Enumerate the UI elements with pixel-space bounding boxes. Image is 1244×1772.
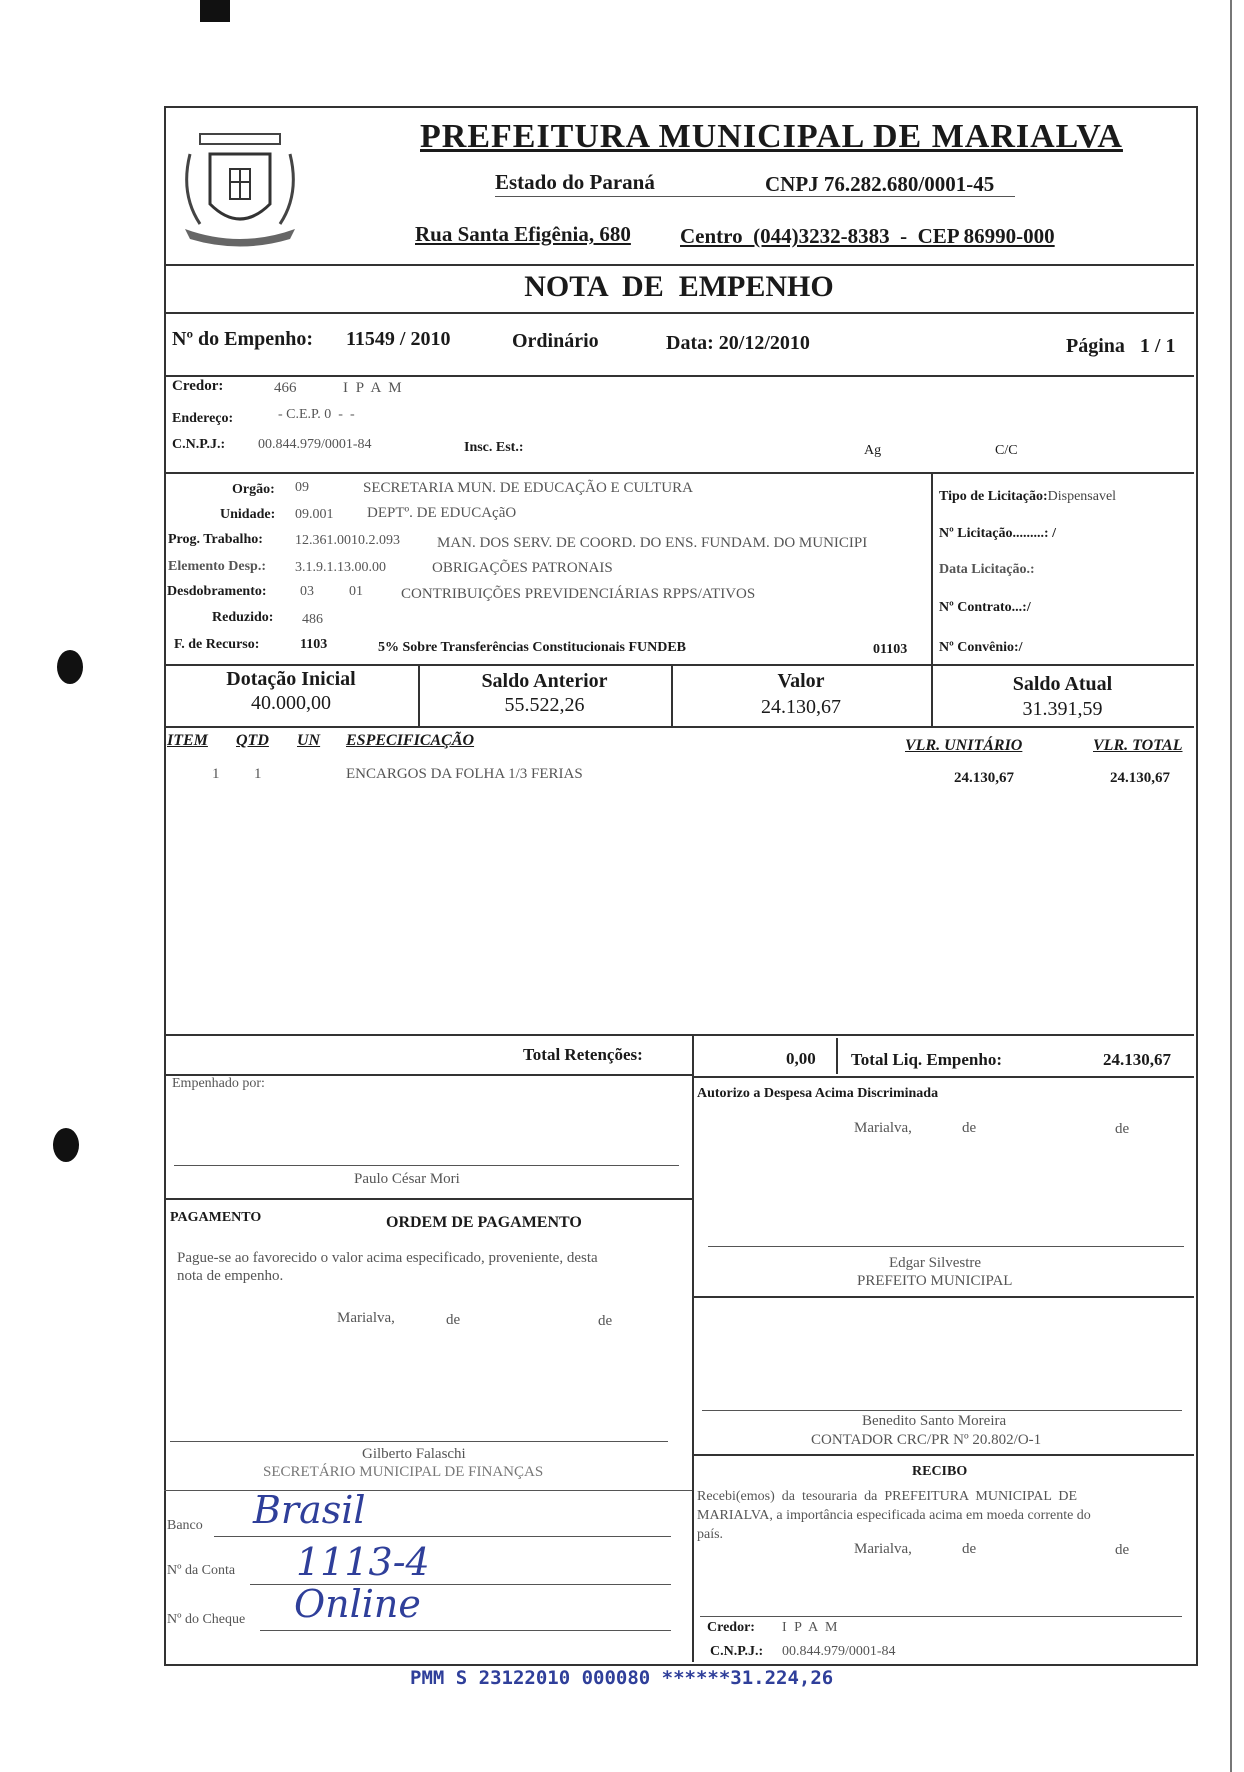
pagamento-role: SECRETÁRIO MUNICIPAL DE FINANÇAS: [263, 1464, 544, 1480]
cheque-line: [260, 1630, 671, 1631]
row-qtd: 1: [254, 766, 262, 782]
orgao-name: SECRETARIA MUN. DE EDUCAÇÃO E CULTURA: [363, 480, 693, 496]
row-total-value: 24.130,67: [1110, 770, 1170, 786]
recibo-cnpj-label: C.N.P.J.:: [710, 1644, 764, 1659]
credor-code: 466: [274, 380, 297, 396]
prog-trabalho-code: 12.361.0010.2.093: [295, 533, 400, 548]
conta-label: Nº da Conta: [167, 1563, 236, 1578]
credor-name: I P A M: [343, 380, 404, 396]
autorizo-signature-line: [708, 1246, 1184, 1247]
contador-role: CONTADOR CRC/PR Nº 20.802/O-1: [811, 1432, 1042, 1448]
street-address: Rua Santa Efigênia, 680: [415, 222, 631, 246]
pagamento-de-1: de: [446, 1312, 461, 1328]
empenho-number-label: Nº do Empenho:: [172, 328, 314, 350]
divider-credor: [164, 472, 1194, 474]
punch-hole-bottom: [53, 1128, 79, 1162]
liq-empenho-label: Total Liq. Empenho:: [851, 1050, 1002, 1069]
recibo-text-2: MARIALVA, a importância especificada acima em moeda corrente do: [697, 1508, 1091, 1523]
retencoes-label: Total Retenções:: [523, 1045, 643, 1064]
unidade-name: DEPTº. DE EDUCAçãO: [367, 505, 517, 521]
liq-empenho-value: 24.130,67: [1103, 1050, 1171, 1069]
prefeito-name: Edgar Silvestre: [889, 1255, 982, 1271]
recurso-name: 5% Sobre Transferências Constitucionais FUNDEB: [378, 640, 687, 655]
prog-trabalho-label: Prog. Trabalho:: [168, 532, 263, 547]
divider-pagamento: [164, 1490, 692, 1491]
document-title: NOTA DE EMPENHO: [524, 270, 834, 303]
divider-empenhado: [164, 1198, 692, 1200]
recibo-signature-line: [700, 1616, 1182, 1617]
empenho-number: 11549 / 2010: [346, 328, 451, 350]
recibo-cnpj-value: 00.844.979/0001-84: [782, 1644, 896, 1659]
divider-items: [164, 1034, 1194, 1036]
dotacao-inicial-label: Dotação Inicial: [226, 668, 356, 690]
autorizo-de-2: de: [1115, 1121, 1130, 1137]
empenho-type: Ordinário: [512, 330, 599, 352]
prefeito-role: PREFEITO MUNICIPAL: [857, 1273, 1013, 1289]
desdobramento-code1: 03: [300, 584, 314, 599]
recibo-credor-value: I P A M: [782, 1620, 840, 1635]
dotacao-inicial-value: 40.000,00: [251, 692, 331, 714]
page-number: Página 1 / 1: [1066, 335, 1176, 357]
orgao-label: Orgão:: [232, 482, 275, 497]
divider-totals-right: [692, 1076, 1194, 1078]
empenhado-label: Empenhado por:: [172, 1076, 265, 1091]
orgao-code: 09: [295, 480, 309, 495]
contador-signature-line: [702, 1410, 1182, 1411]
desdobramento-code2: 01: [349, 584, 363, 599]
row-especificacao: ENCARGOS DA FOLHA 1/3 FERIAS: [346, 766, 583, 782]
credor-cnpj: 00.844.979/0001-84: [258, 437, 372, 452]
convenio-number: Nº Convênio:/: [939, 640, 1023, 655]
recurso-label: F. de Recurso:: [174, 637, 260, 652]
autorizo-place: Marialva,: [854, 1120, 912, 1136]
recibo-text-1: Recebi(emos) da tesouraria da PREFEITURA MUNICIPAL DE: [697, 1489, 1078, 1504]
banco-label: Banco: [167, 1518, 203, 1533]
recurso-code: 1103: [300, 637, 328, 652]
address-details: Centro (044)3232-8383 - CEP 86990-000: [680, 224, 1055, 248]
lower-vertical-divider: [692, 1074, 694, 1662]
punch-hole-top: [57, 650, 83, 684]
saldo-anterior-label: Saldo Anterior: [481, 670, 608, 692]
pagamento-label: PAGAMENTO: [170, 1210, 262, 1225]
pagamento-text-2: nota de empenho.: [177, 1268, 284, 1284]
pagamento-text-1: Pague-se ao favorecido o valor acima especificado, proveniente, desta: [177, 1250, 598, 1266]
desdobramento-name: CONTRIBUIÇÕES PREVIDENCIÁRIAS RPPS/ATIVOS: [401, 586, 756, 602]
prog-trabalho-name: MAN. DOS SERV. DE COORD. DO ENS. FUNDAM. DO MUNICIPI: [437, 535, 868, 551]
agency-label: Ag: [864, 443, 882, 458]
divider-saldos: [164, 726, 1194, 728]
scan-mark: [200, 0, 230, 22]
account-label: C/C: [995, 443, 1018, 458]
elemento-label: Elemento Desp.:: [168, 559, 266, 574]
recurso-code2: 01103: [873, 642, 908, 657]
saldo-anterior-value: 55.522,26: [504, 694, 585, 716]
divider-title: [164, 312, 1194, 314]
items-header-qtd: QTD: [236, 732, 269, 749]
pagamento-place: Marialva,: [337, 1310, 395, 1326]
items-header-item: ITEM: [167, 732, 208, 749]
contador-name: Benedito Santo Moreira: [862, 1413, 1007, 1429]
recibo-text-3: país.: [697, 1527, 724, 1542]
conta-handwriting: 1113-4: [296, 1540, 430, 1584]
elemento-name: OBRIGAÇÕES PATRONAIS: [432, 560, 613, 576]
empenho-date: Data: 20/12/2010: [666, 332, 810, 354]
empenhado-signature-line: [174, 1165, 679, 1166]
reduzido-label: Reduzido:: [212, 610, 274, 625]
tipo-licitacao-label-text: Tipo de Licitação:: [939, 489, 1048, 504]
recibo-de-2: de: [1115, 1542, 1130, 1558]
divider-empenho: [164, 375, 1194, 377]
totals-divider-1: [692, 1034, 694, 1074]
pagamento-signer: Gilberto Falaschi: [362, 1446, 466, 1462]
divider-contador: [692, 1454, 1194, 1456]
right-edge-line: [1230, 0, 1232, 1772]
coat-of-arms: [170, 114, 310, 254]
row-unit-value: 24.130,67: [954, 770, 1014, 786]
divider-autorizo: [692, 1296, 1194, 1298]
autorizo-de-1: de: [962, 1120, 977, 1136]
cheque-handwriting: Online: [294, 1582, 421, 1626]
licitacao-date: Data Licitação.:: [939, 562, 1035, 577]
row-item: 1: [212, 766, 220, 782]
recibo-place: Marialva,: [854, 1541, 912, 1557]
pagamento-signature-line: [170, 1441, 668, 1442]
totals-divider-2: [836, 1038, 838, 1074]
insc-est-label: Insc. Est.:: [464, 440, 524, 455]
valor-value: 24.130,67: [761, 696, 841, 718]
desdobramento-label: Desdobramento:: [167, 584, 267, 599]
tipo-licitacao-value: Dispensavel: [1047, 489, 1117, 504]
ordem-pagamento-label: ORDEM DE PAGAMENTO: [386, 1214, 582, 1231]
endereco-value: - C.E.P. 0 - -: [278, 407, 355, 422]
elemento-code: 3.1.9.1.13.00.00: [295, 560, 386, 575]
recibo-title: RECIBO: [912, 1464, 968, 1479]
divider-dotacao: [164, 664, 1194, 666]
items-header-unit: VLR. UNITÁRIO: [905, 737, 1023, 754]
unidade-code: 09.001: [295, 507, 334, 522]
divider-header: [164, 264, 1194, 266]
cheque-label: Nº do Cheque: [167, 1612, 246, 1627]
credor-label: Credor:: [172, 378, 224, 394]
tipo-licitacao-label: [939, 489, 1116, 505]
items-header-total: VLR. TOTAL: [1093, 737, 1183, 754]
table-row: [164, 764, 1194, 790]
items-header-especificacao: ESPECIFICAÇÃO: [346, 732, 475, 749]
unidade-label: Unidade:: [220, 507, 276, 522]
reduzido-value: 486: [302, 612, 323, 627]
cnpj-header: CNPJ 76.282.680/0001-45: [765, 172, 995, 196]
empenhado-name: Paulo César Mori: [354, 1171, 460, 1187]
autorizo-title: Autorizo a Despesa Acima Discriminada: [697, 1086, 939, 1101]
licitacao-number: Nº Licitação.........: /: [939, 526, 1056, 541]
endereco-label: Endereço:: [172, 411, 234, 426]
contrato-number: Nº Contrato...:/: [939, 600, 1031, 615]
retencoes-value: 0,00: [786, 1049, 816, 1068]
state-label: Estado do Paraná: [495, 170, 655, 194]
pagamento-de-2: de: [598, 1313, 613, 1329]
municipality-title: PREFEITURA MUNICIPAL DE MARIALVA: [420, 118, 1123, 155]
payment-stamp: PMM S 23122010 000080 ******31.224,26: [410, 1667, 834, 1689]
items-header-un: UN: [297, 732, 321, 749]
banco-handwriting: Brasil: [253, 1488, 366, 1532]
recibo-de-1: de: [962, 1541, 977, 1557]
banco-line: [214, 1536, 671, 1537]
recibo-credor-label: Credor:: [707, 1620, 755, 1635]
saldo-atual-label: Saldo Atual: [1012, 673, 1113, 695]
cnpj-label: C.N.P.J.:: [172, 437, 226, 452]
valor-label: Valor: [777, 670, 825, 692]
saldo-atual-value: 31.391,59: [1022, 698, 1103, 720]
